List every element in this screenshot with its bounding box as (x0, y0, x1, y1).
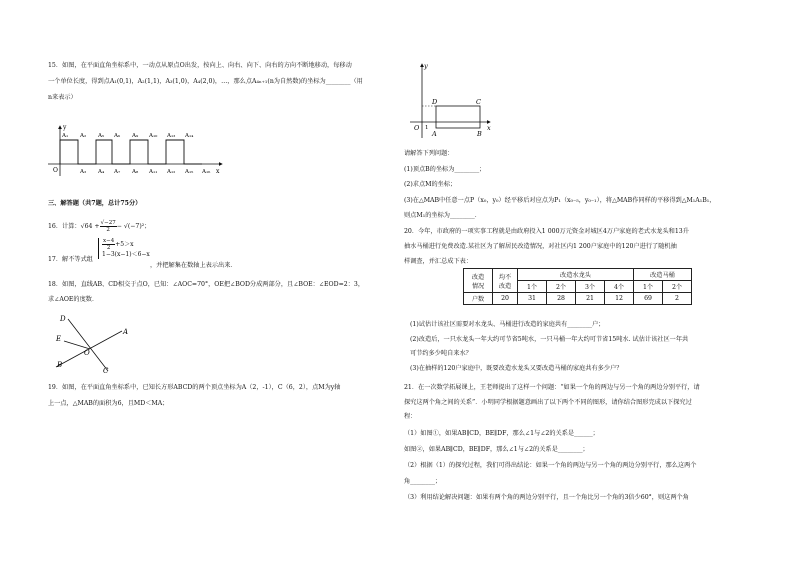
q16-denominator: 2 (106, 227, 110, 233)
fig-label-A8: A₈ (132, 169, 139, 175)
table-header-row (464, 269, 692, 281)
table-header-none (493, 269, 518, 293)
table-header-label-1: 改造 (471, 273, 485, 281)
q17-inequality-1 (102, 238, 150, 251)
fig-label-A14: A₁₄ (185, 133, 194, 139)
q17-suffix: ，并把解集在数轴上表示出来． (150, 262, 237, 269)
table-row (464, 293, 692, 305)
q16-numerator: √−27 (100, 220, 116, 226)
table-cell: 20 (493, 293, 518, 305)
q21-line2: 探究这两个角之间的关系”．小明同学根据题意画出了以下两个不同的图形，请你结合图形完成以下探究过 (404, 399, 692, 406)
fig-label-A7: A₇ (114, 169, 121, 175)
q17-prefix: 17．解不等式组 (48, 256, 93, 263)
table-header-none-2: 改造 (498, 282, 512, 290)
fig-label-A10: A₁₀ (149, 133, 158, 139)
table-cell: 31 (518, 293, 547, 305)
q20-part3: (3)在抽样的120户家庭中，既要改造水龙头又要改造马桶的家庭共有多少户？ (410, 365, 623, 372)
q21-part3: （3）利用结论解决问题：如果有两个角的两边分别平行，且一个角比另一个角的3倍少60°，则这两个角 (404, 494, 689, 501)
table-cell: 12 (605, 293, 634, 305)
table-sub-cell: 3个 (576, 281, 605, 293)
q15-line1: 15．如图，在平面直角坐标系中，一动点从原点O出发，按向上、向右、向下、向右的方向不断地移动，每移动 (48, 62, 352, 69)
q16-expr-b: − √(−7)²； (116, 223, 151, 230)
q15-line3: n来表示） (48, 94, 77, 101)
q16 (48, 220, 150, 233)
q19-line2: 上一点，△MAB的面积为6，且MD＜MA； (48, 400, 169, 407)
q19-line1: 19．如图，在平面直角坐标系中，已知长方形ABCD的两个顶点坐标为A（2，-1），C（6，2），点M为y轴 (48, 384, 341, 391)
table-row-label: 户数 (464, 293, 493, 305)
q21-line3: 程： (404, 413, 417, 420)
table-header-faucet: 改造水龙头 (518, 269, 634, 281)
fig-x-label: x (216, 168, 220, 175)
table-header-label-2: 情况 (471, 282, 485, 290)
q18-line2: 求∠AOE的度数． (48, 296, 99, 303)
q19-part3-line2: 则点M₁的坐标为________． (404, 212, 481, 219)
q20-part2-line1: (2)改造后，一只水龙头一年大约可节省5吨水，一只马桶一年大约可节省15吨水. 试估计该社区一年共 (410, 336, 689, 343)
table-sub-cell: 2个 (547, 281, 576, 293)
q15-line2: 一个单位长度，得到点A₁(0,1)，A₂(1,1)，A₃(1,0)，A₄(2,0)，…，那么点A₄ₙ₊₁(n为自然数)的坐标为________（用 (48, 78, 363, 85)
table-sub-cell: 2个 (663, 281, 692, 293)
table-cell: 2 (663, 293, 692, 305)
q20-part2-line2: 可节约多少吨自来水？ (410, 350, 472, 357)
fig-point-D: D (432, 98, 438, 106)
q17-numerator: x−4 (103, 238, 115, 244)
q21-part1-line1: （1）如图①，如果AB∥CD，BE∥DF，那么∠1与∠2的关系是______； (404, 430, 599, 437)
q20-survey-table (463, 268, 692, 305)
q20-line2: 抽水马桶进行免费改造.某社区为了解居民改造情况，对社区内1 200户家庭中的120户进行了随机抽 (404, 243, 677, 250)
table-header-label (464, 269, 493, 293)
fig-origin-O: O (414, 124, 420, 132)
fig-label-A2: A₂ (80, 133, 87, 139)
table-header-none-1: 均不 (498, 273, 512, 281)
fig-label-A1: A₁ (62, 133, 69, 139)
fig-y-label: y (424, 62, 428, 70)
table-sub-cell: 1个 (518, 281, 547, 293)
fig-point-O: O (84, 349, 90, 357)
fig-label-A6: A₆ (114, 133, 121, 139)
table-cell: 28 (547, 293, 576, 305)
fig-label-A13: A₁₃ (167, 133, 176, 139)
fig-origin-label: O (53, 167, 58, 174)
fig-x-label: x (487, 124, 491, 132)
fig-label-A11: A₁₁ (149, 169, 158, 175)
table-cell: 21 (576, 293, 605, 305)
section-3-heading: 三、解答题（共7题，总计75分） (48, 200, 142, 207)
q16-expr-a: √64 + (80, 223, 100, 230)
fig-label-A15: A₁₅ (185, 169, 194, 175)
table-sub-cell: 1个 (634, 281, 663, 293)
fig-label-A16: A₁₆ (202, 169, 211, 175)
fig-label-A9: A₉ (132, 133, 139, 139)
q16-fraction (100, 220, 117, 233)
q21-part1-line2: 如图②，如果AB∥CD，BE∥DF，那么∠1与∠2的关系是________； (404, 446, 589, 453)
q15-zigzag-figure (44, 120, 284, 180)
q21-part2-line2: 角________； (404, 478, 442, 485)
q20-line3: 样调查，并汇总成下表： (404, 258, 473, 265)
fig-point-A: A (432, 130, 437, 138)
q16-prefix: 16．计算： (48, 223, 81, 230)
q19-part1: (1)顶点B的坐标为________； (404, 166, 486, 173)
fig-y-label: y (63, 124, 67, 131)
table-sub-cell: 4个 (605, 281, 634, 293)
q17-system (98, 238, 150, 259)
fig-point-C: C (476, 98, 481, 106)
q17-denominator: 2 (106, 245, 111, 251)
q19-rectangle-figure (404, 60, 494, 140)
fig-point-C: C (103, 367, 109, 375)
q18-angle-figure (52, 315, 152, 375)
fig-label-A5: A₅ (98, 133, 105, 139)
q17-inequality-2: 1−3(x−1)＜6−x (102, 251, 150, 258)
q19-part2: (2)求点M的坐标； (404, 181, 457, 188)
fig-point-A: A (123, 328, 129, 336)
fig-label-A12: A₁₂ (167, 169, 176, 175)
q19-part3-line1: (3)在△MAB中任意一点P（x₀，y₀）经平移后对应点为P₁（x₀₋₅，y₀₋₁），将△MAB作同样的平移得到△M₁A₁B₁， (404, 197, 716, 204)
q21-line1: 21．在一次数学拓展课上，王老师提出了这样一个问题：“如果一个角的两边与另一个角的两边分别平行，请 (404, 384, 700, 391)
fig-label-A4: A₄ (98, 169, 105, 175)
fig-point-B: B (57, 361, 63, 369)
q20-part1: (1)试估计该社区需要对水龙头、马桶进行改造的家庭共有________户； (410, 321, 605, 328)
fig-point-D: D (60, 315, 66, 323)
q18-line1: 18．如图，直线AB、CD相交于点O，已知：∠AOC=70°，OE把∠BOD分成两部分，且∠BOE：∠EOD=2：3， (48, 281, 365, 288)
q21-part2-line1: （2）根据（1）的探究过程，我们可得出结论：如果一个角的两边与另一个角的两边分别平行，那么这两个 (404, 462, 697, 469)
q17-ineq1-rest: +5＞x (115, 241, 134, 248)
q20-line1: 20．今年，市政府的一项实事工程就是由政府投入1 000万元资金对城区4万户家庭的老式水龙头和13升 (404, 228, 689, 235)
table-header-toilet: 改造马桶 (634, 269, 692, 281)
fig-label-A3: A₃ (80, 169, 87, 175)
q17-fraction (102, 238, 115, 251)
fig-point-E: E (56, 335, 62, 343)
q19-intro: 请解答下列问题： (404, 150, 454, 157)
fig-point-B: B (477, 130, 482, 138)
table-cell: 69 (634, 293, 663, 305)
fig-tick-1: 1 (425, 125, 429, 131)
